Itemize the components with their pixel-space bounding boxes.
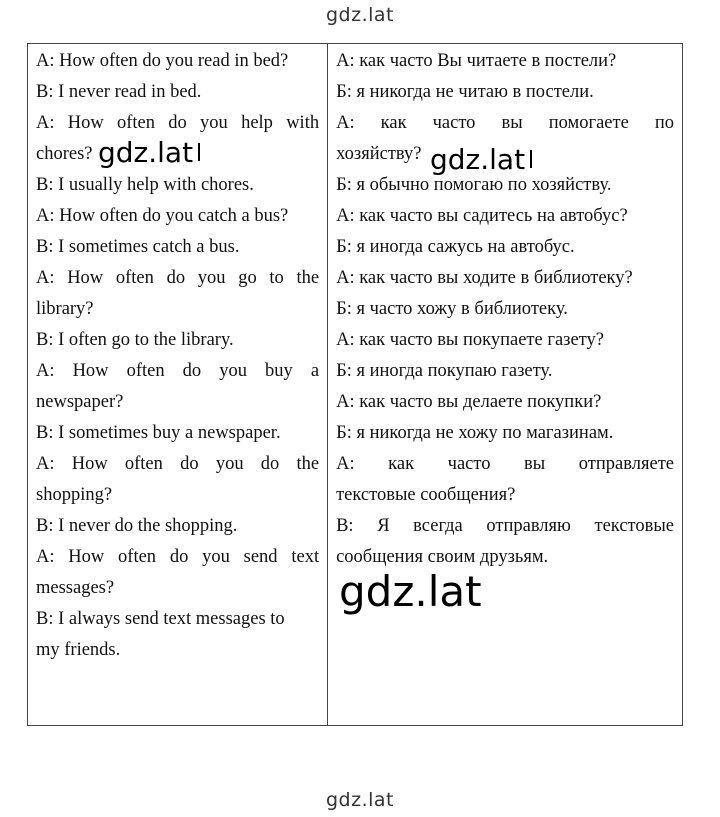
russian-line: А: как часто вы садитесь на автобус? bbox=[336, 206, 628, 226]
russian-line: А: как часто вы ходите в библиотеку? bbox=[336, 268, 633, 288]
russian-line: А: как часто вы делаете покупки? bbox=[336, 392, 602, 412]
russian-line: Б: я никогда не читаю в постели. bbox=[336, 82, 594, 102]
english-line: B: I never do the shopping. bbox=[36, 516, 238, 536]
russian-line: Б: я часто хожу в библиотеку. bbox=[336, 299, 568, 319]
english-line: A: How often do you catch a bus? bbox=[36, 206, 289, 226]
watermark: gdz.lat bbox=[339, 567, 482, 616]
watermark: gdz.lat bbox=[98, 139, 200, 167]
english-line: chores? bbox=[36, 144, 93, 164]
russian-line: Б: я обычно помогаю по хозяйству. bbox=[336, 175, 612, 195]
english-line: my friends. bbox=[36, 640, 121, 660]
english-line: B: I sometimes buy a newspaper. bbox=[36, 423, 281, 443]
russian-line: А: как часто вы отправляете bbox=[336, 454, 674, 474]
russian-line: хозяйству? bbox=[336, 144, 422, 164]
russian-line: Б: я иногда покупаю газету. bbox=[336, 361, 553, 381]
english-line: A: How often do you do the bbox=[36, 454, 320, 474]
english-line: A: How often do you buy a bbox=[36, 361, 320, 381]
english-line: A: How often do you send text bbox=[36, 547, 320, 567]
english-line: B: I sometimes catch a bus. bbox=[36, 237, 240, 257]
watermark: gdz.lat bbox=[430, 146, 532, 174]
english-line: shopping? bbox=[36, 485, 113, 505]
russian-line: сообщения своим друзьям. bbox=[336, 547, 549, 567]
russian-line: Б: я иногда сажусь на автобус. bbox=[336, 237, 575, 257]
english-line: A: How often do you go to the bbox=[36, 268, 320, 288]
english-line: A: How often do you read in bed? bbox=[36, 51, 289, 71]
header-site-label: gdz.lat bbox=[325, 4, 394, 26]
english-line: B: I never read in bed. bbox=[36, 82, 202, 102]
english-line: B: I often go to the library. bbox=[36, 330, 234, 350]
russian-line: А: как часто вы покупаете газету? bbox=[336, 330, 604, 350]
english-line: messages? bbox=[36, 578, 115, 598]
russian-line: А: как часто Вы читаете в постели? bbox=[336, 51, 617, 71]
english-line: A: How often do you help with bbox=[36, 113, 320, 133]
english-line: B: I always send text messages to bbox=[36, 609, 285, 629]
russian-line: Б: я никогда не хожу по магазинам. bbox=[336, 423, 614, 443]
english-line: B: I usually help with chores. bbox=[36, 175, 254, 195]
russian-line: текстовые сообщения? bbox=[336, 485, 516, 505]
english-line: newspaper? bbox=[36, 392, 124, 412]
russian-line: А: как часто вы помогаете по bbox=[336, 113, 674, 133]
english-line: library? bbox=[36, 299, 94, 319]
russian-line: В: Я всегда отправляю текстовые bbox=[336, 516, 674, 536]
footer-site-label: gdz.lat bbox=[325, 789, 394, 811]
